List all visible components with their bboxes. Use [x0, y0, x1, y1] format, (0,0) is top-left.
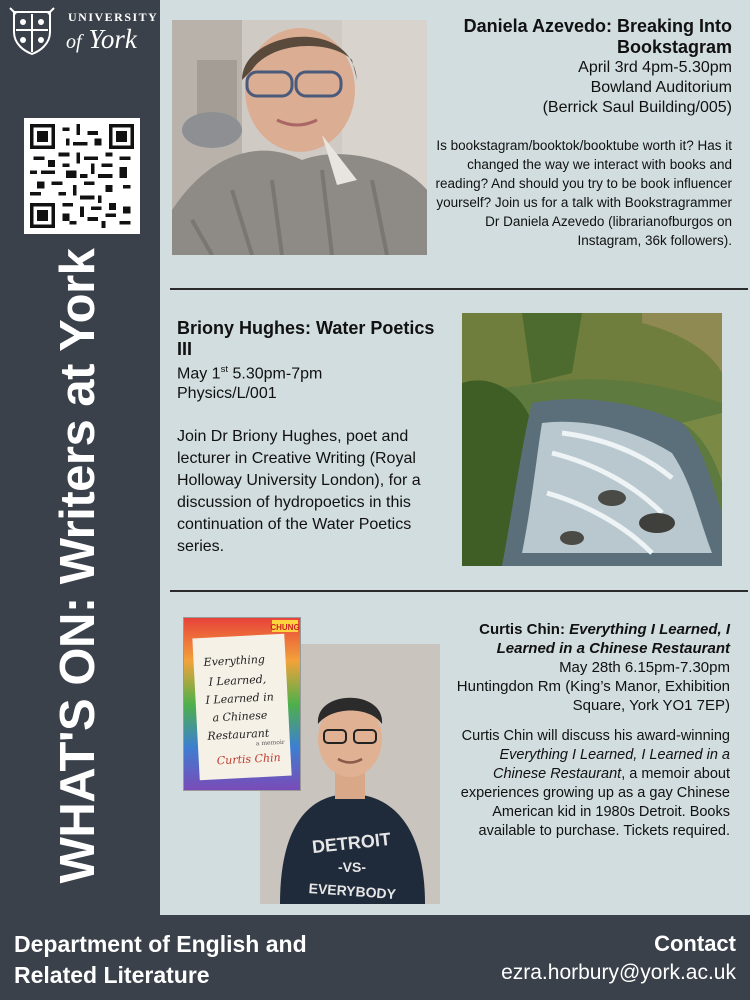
- qr-code[interactable]: [24, 118, 140, 234]
- event-3-text: [445, 620, 730, 841]
- divider: [170, 288, 748, 290]
- contact-label: Contact: [654, 931, 736, 956]
- footer: [0, 915, 750, 1000]
- book-cover-top-text: CHUNG: [270, 623, 300, 632]
- york-crest-icon: [6, 4, 58, 56]
- contact-email-link[interactable]: ezra.horbury@york.ac.uk: [501, 961, 736, 984]
- hoodie-vs: -VS-: [338, 859, 366, 875]
- sidebar: [0, 0, 160, 915]
- logo-york-word: York: [88, 24, 137, 54]
- event-1-venue-room: (Berrick Saul Building/005): [542, 99, 732, 116]
- university-of-york-logo[interactable]: [6, 4, 159, 56]
- event-2-description: Join Dr Briony Hughes, poet and lecturer in Creative Writing (Royal Holloway University London), for a discussion of hydropoetics in this continuation of the Water Poetics series.: [177, 428, 421, 556]
- event-3-title-book: Everything I Learned, I Learned in a Chinese Restaurant: [496, 621, 730, 657]
- hoodie-detroit: DETROIT: [311, 828, 392, 858]
- event-3-desc-part-1: Curtis Chin will discuss his award-winning: [461, 728, 730, 744]
- book-title-line-3: I Learned in: [205, 690, 275, 707]
- event-3-title: [445, 620, 730, 658]
- event-2-date: [177, 360, 447, 384]
- event-2-text: [177, 318, 447, 558]
- event-3-description: [445, 727, 730, 841]
- book-cover: [184, 618, 300, 790]
- event-3-desc-book: Everything I Learned, I Learned in a Chinese Restaurant: [493, 747, 730, 782]
- logo-york-text: [66, 24, 137, 57]
- event-2-date-suffix: st: [220, 364, 229, 375]
- book-title-line-4: a Chinese: [212, 708, 268, 725]
- river-photo: [462, 313, 722, 566]
- divider: [170, 590, 748, 592]
- event-2-date-time: 5.30pm-7pm: [228, 365, 323, 383]
- event-1-text: [432, 16, 732, 250]
- event-3-date: May 28th 6.15pm-7.30pm: [559, 659, 730, 676]
- contact-block: [501, 929, 736, 987]
- event-2-title: Briony Hughes: Water Poetics III: [177, 318, 435, 359]
- hoodie-everybody: EVERYBODY: [308, 879, 397, 903]
- logo-of-text: of: [66, 31, 82, 53]
- event-2-venue: Physics/L/001: [177, 385, 277, 403]
- vertical-title: WHAT'S ON: Writers at York: [51, 248, 105, 884]
- book-title-line-2: I Learned,: [208, 672, 267, 689]
- events-panel: [160, 0, 750, 915]
- book-title-line-1: Everything: [203, 652, 266, 669]
- event-1-date: April 3rd 4pm-5.30pm: [578, 59, 732, 76]
- book-memoir-label: a memoir: [255, 738, 285, 748]
- event-1-description: Is bookstagram/booktok/booktube worth it? Has it changed the way we interact with books and reading? And should you try to be book influencer yourself? Join us for a talk with Bookstragrammer Dr Daniela Azevedo (librarianofburgos on Instagram, 36k followers).: [435, 138, 732, 248]
- event-3-desc-part-2: , a memoir about experiences growing up as a gay Chinese American kid in 1980s Detroit. Books available to purchase. Tickets required.: [460, 766, 730, 839]
- event-2-date-day: May 1: [177, 365, 221, 383]
- daniela-azevedo-photo: [172, 20, 427, 255]
- logo-university-text: UNIVERSITY: [68, 10, 159, 24]
- department-name: Department of English and Related Literature: [14, 931, 307, 988]
- qr-code-icon: [30, 124, 134, 228]
- event-3-venue: Huntingdon Rm (King’s Manor, Exhibition Square, York YO1 7EP): [456, 678, 730, 714]
- event-1-venue: Bowland Auditorium: [590, 79, 732, 96]
- book-cover-author: Curtis Chin: [216, 751, 281, 768]
- event-3-title-name: Curtis Chin:: [479, 621, 570, 638]
- event-1-title: Daniela Azevedo: Breaking Into Bookstagram: [463, 16, 732, 57]
- book-title-line-5: Restaurant: [207, 726, 270, 743]
